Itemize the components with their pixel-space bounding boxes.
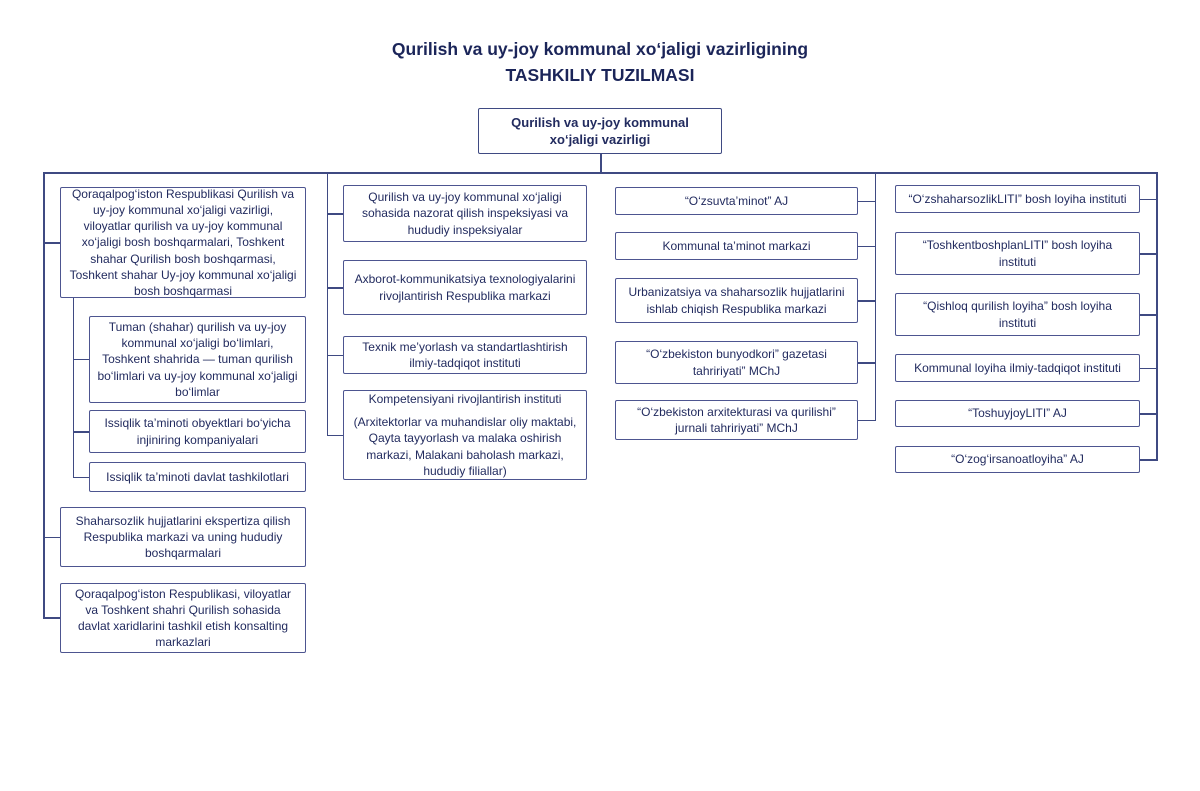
org-node-regional-ministries [60, 187, 306, 298]
page-title [0, 36, 1200, 88]
connector-col1-spine [43, 172, 45, 619]
org-node-procurement-consulting-centers [60, 583, 306, 653]
org-node-label: “Qishloq qurilish loyiha” bosh loyiha instituti [923, 299, 1112, 330]
connector-col2-stub-4 [328, 435, 343, 437]
org-node-district-departments [89, 316, 306, 403]
org-node-label: “ToshkentboshplanLITI” bosh loyiha instituti [922, 238, 1113, 269]
connector-col1-stub-5 [44, 537, 60, 539]
org-node-uzshaharsozlikliti [895, 185, 1140, 213]
org-node-label: “O‘zsuvta’minot” AJ [684, 193, 789, 208]
connector-col4-stub-4 [1140, 368, 1156, 370]
connector-main-horizontal [43, 172, 1158, 174]
org-node-toshuyjoyliti [895, 400, 1140, 427]
connector-col4-stub-2 [1140, 253, 1156, 255]
org-node-sublabel: (Arxitektorlar va muhandislar oliy maktabi, Qayta tayyorlash va malaka oshirish markazi, Malakani baholash markazi, hududiy filiallar) [353, 415, 577, 478]
org-node-label: Qoraqalpog‘iston Respublikasi Qurilish va uy-joy kommunal xo‘jaligi vazirligi, viloyatlar qurilish va uy-joy kommunal xo‘jaligi bosh boshqarmalari, Toshkent shahar Qurilish bosh boshqarmasi, Toshkent shahar Uy-joy kommunal xo‘jaligi bosh boshqarmasi [69, 186, 297, 299]
org-node-communal-design-institute [895, 354, 1140, 382]
org-node-label: Issiqlik ta’minoti davlat tashkilotlari [106, 469, 289, 484]
connector-col2-stub-2 [328, 287, 343, 289]
connector-col3-stub-3 [858, 300, 875, 302]
connector-col2-stub-3 [328, 355, 343, 357]
org-node-expertise-center [60, 507, 306, 567]
org-node-label: “O‘zog‘irsanoatloyiha” AJ [951, 452, 1084, 467]
org-node-label: Tuman (shahar) qurilish va uy-joy kommunal xo‘jaligi bo‘limlari, Toshkent shahrida — tuman qurilish bo‘limlari va uy-joy kommunal xo‘jaligi bo‘limlar [97, 320, 298, 399]
connector-root-drop [600, 154, 602, 173]
org-node-label: Issiqlik ta’minoti obyektlari bo‘yicha injiniring kompaniyalari [104, 416, 291, 447]
org-node-label: Qurilish va uy-joy kommunal xo‘jaligi sohasida nazorat qilish inspeksiyasi va hududiy inspeksiyalar [361, 190, 569, 237]
org-node-competence-institute [343, 390, 587, 480]
org-node-label: Kommunal loyiha ilmiy-tadqiqot instituti [914, 360, 1121, 375]
connector-col3-stub-5 [858, 420, 875, 422]
org-node-uzsuvtaminot [615, 187, 858, 215]
connector-col3-stub-4 [858, 362, 875, 364]
org-node-label: “ToshuyjoyLITI” AJ [968, 406, 1067, 421]
org-node-technical-standards-institute [343, 336, 587, 374]
connector-col1-stub-6 [44, 617, 60, 619]
connector-col4-stub-3 [1140, 314, 1156, 316]
org-node-label: Shaharsozlik hujjatlarini ekspertiza qilish Respublika markazi va uning hududiy boshqarmalari [75, 513, 291, 561]
org-node-label: Texnik me’yorlash va standartlashtirish ilmiy-tadqiqot instituti [362, 339, 568, 370]
connector-col3-stub-1 [858, 201, 875, 203]
connector-col1-substub-3 [74, 431, 89, 433]
org-node-label: Urbanizatsiya va shaharsozlik hujjatlarini ishlab chiqish Respublika markazi [628, 285, 845, 316]
org-node-label: Axborot-kommunikatsiya texnologiyalarini rivojlantirish Respublika markazi [354, 272, 576, 303]
root-node-ministry [478, 108, 722, 154]
org-node-label: “O‘zbekiston arxitekturasi va qurilishi” jurnali tahririyati” MChJ [637, 404, 836, 435]
connector-col2-stub-1 [328, 213, 343, 215]
org-node-heating-state-organizations [89, 462, 306, 492]
connector-col4-stub-6 [1140, 459, 1156, 461]
connector-col1-substub-4 [74, 477, 89, 479]
org-node-communal-supply-center [615, 232, 858, 260]
connector-col1-substub-2 [74, 359, 89, 361]
org-node-label: “O‘zbekiston bunyodkori” gazetasi tahririyati” MChJ [646, 347, 827, 378]
org-node-newspaper-editorial [615, 341, 858, 384]
connector-col3-stub-2 [858, 246, 875, 248]
org-node-label: Qoraqalpog‘iston Respublikasi, viloyatlar va Toshkent shahri Qurilish sohasida davlat xaridlarini tashkil etish konsalting markazlari [74, 586, 292, 650]
connector-col4-stub-5 [1140, 413, 1156, 415]
org-node-label: Kommunal ta’minot markazi [662, 238, 811, 253]
page-title-line2: TASHKILIY TUZILMASI [505, 65, 695, 85]
connector-col2-spine [327, 172, 329, 436]
connector-col1-stub-1 [44, 242, 60, 244]
org-node-qishloq-qurilish-loyiha [895, 293, 1140, 336]
root-node-label: Qurilish va uy-joy kommunal xo‘jaligi vazirligi [511, 115, 689, 147]
org-node-ict-development-center [343, 260, 587, 315]
connector-col4-stub-1 [1140, 199, 1156, 201]
connector-col3-spine [875, 172, 877, 421]
org-node-toshkentboshplanliti [895, 232, 1140, 275]
org-node-heating-engineering-companies [89, 410, 306, 453]
org-node-control-inspection [343, 185, 587, 242]
connector-col4-spine [1156, 172, 1158, 461]
connector-col1-subspine [73, 298, 75, 478]
org-node-label: Kompetensiyani rivojlantirish instituti [368, 392, 562, 406]
org-node-journal-editorial [615, 400, 858, 440]
org-node-label: “O‘zshaharsozlikLITI” bosh loyiha instituti [908, 191, 1127, 206]
org-node-uzogirsanoatloyiha [895, 446, 1140, 473]
org-node-urbanization-center [615, 278, 858, 323]
page-title-line1: Qurilish va uy-joy kommunal xo‘jaligi vazirligining [391, 39, 809, 59]
